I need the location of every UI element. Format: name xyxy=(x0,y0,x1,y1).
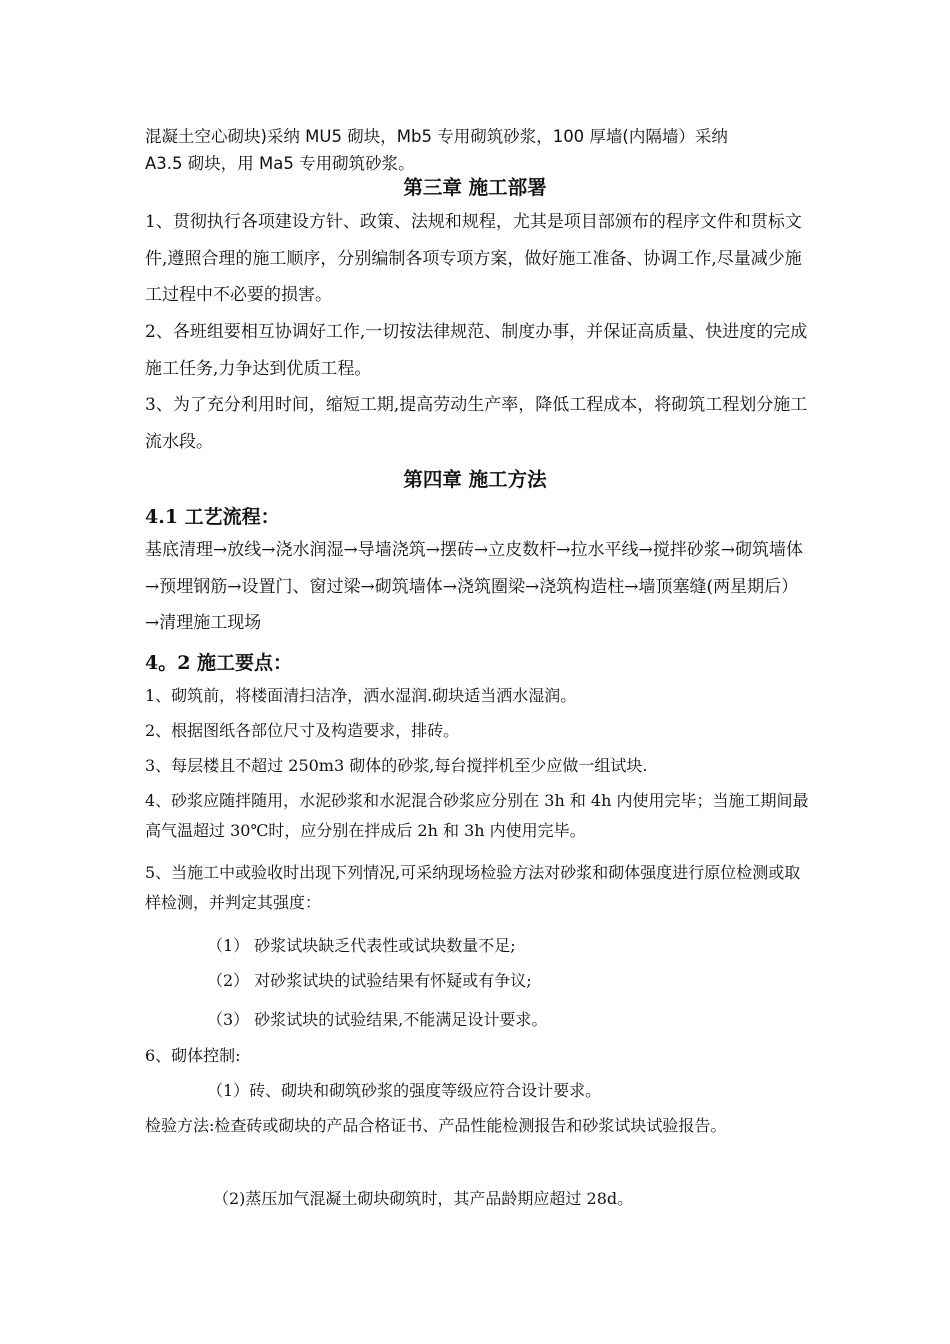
point-1: 1、砌筑前，将楼面清扫洁净，洒水湿润.砌块适当洒水湿润。 xyxy=(145,686,577,705)
intro-paragraph xyxy=(145,123,810,177)
inspection-method: 检验方法:检查砖或砌块的产品合格证书、产品性能检测报告和砂浆试块试验报告。 xyxy=(145,1116,727,1135)
intro-line-1: 混凝土空心砌块)采纳 MU5 砌块，Mb5 专用砌筑砂浆，100 厚墙(内隔墙）采纳 xyxy=(145,127,728,146)
intro-line-2: A3.5 砌块，用 Ma5 专用砌筑砂浆。 xyxy=(145,154,415,173)
point-6-sub-2: （2)蒸压加气混凝土砌块砌筑时，其产品龄期应超过 28d。 xyxy=(213,1189,634,1208)
point-5-sub-3: （3） 砂浆试块的试验结果,不能满足设计要求。 xyxy=(207,1010,548,1029)
point-6-sub-1: （1）砖、砌块和砌筑砂浆的强度等级应符合设计要求。 xyxy=(207,1081,602,1100)
chapter-3-item-2: 2、各班组要相互协调好工作,一切按法律规范、制度办事，并保证高质量、快进度的完成施工任务,力争达到优质工程。 xyxy=(145,322,808,379)
process-flow-text: 基底清理→放线→浇水润湿→导墙浇筑→摆砖→立皮数杆→拉水平线→搅拌砂浆→砌筑墙体→预埋钢筋→设置门、窗过梁→砌筑墙体→浇筑圈梁→浇筑构造柱→墙顶塞缝(两星期后）→清理施工现场 xyxy=(145,540,803,633)
point-5: 5、当施工中或验收时出现下列情况,可采纳现场检验方法对砂浆和砌体强度进行原位检测或取样检测，并判定其强度： xyxy=(145,863,801,912)
chapter-3-item-3: 3、为了充分利用时间，缩短工期,提高劳动生产率，降低工程成本，将砌筑工程划分施工流水段。 xyxy=(145,395,808,452)
point-5-sub-1: （1） 砂浆试块缺乏代表性或试块数量不足; xyxy=(207,936,516,955)
section-4-1-title: 4.1 工艺流程： xyxy=(145,506,280,528)
point-4: 4、砂浆应随拌随用，水泥砂浆和水泥混合砂浆应分别在 3h 和 4h 内使用完毕；当施工期间最高气温超过 30℃时，应分别在拌成后 2h 和 3h 内使用完毕。 xyxy=(145,791,809,840)
chapter-3-item-1: 1、贯彻执行各项建设方针、政策、法规和规程，尤其是项目部颁布的程序文件和贯标文件,遵照合理的施工顺序，分别编制各项专项方案，做好施工准备、协调工作,尽量减少施工过程中不必要的损害。 xyxy=(145,212,802,305)
chapter-4-title: 第四章 施工方法 xyxy=(403,468,547,491)
point-2: 2、根据图纸各部位尺寸及构造要求，排砖。 xyxy=(145,721,460,740)
section-4-2-title: 4。2 施工要点： xyxy=(145,652,293,674)
point-3: 3、每层楼且不超过 250m3 砌体的砂浆,每台搅拌机至少应做一组试块. xyxy=(145,756,648,775)
chapter-3-title: 第三章 施工部署 xyxy=(403,176,547,199)
point-5-sub-2: （2） 对砂浆试块的试验结果有怀疑或有争议; xyxy=(207,971,532,990)
point-6: 6、砌体控制: xyxy=(145,1046,241,1065)
